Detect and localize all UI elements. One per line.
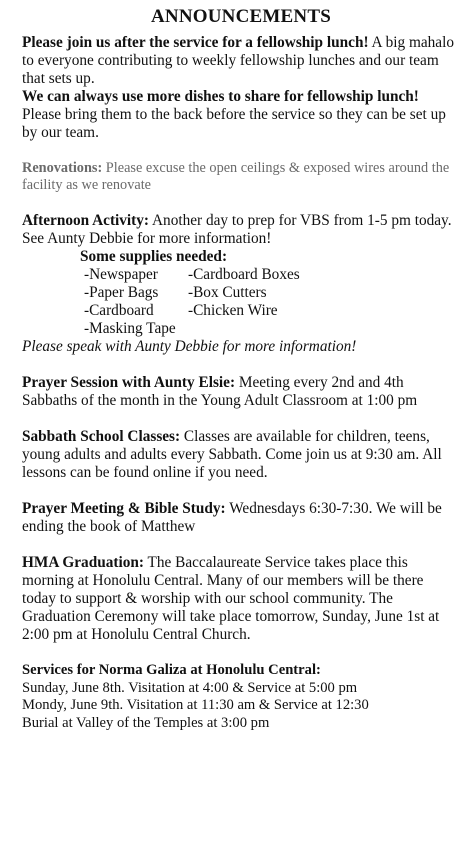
supply-item: -Paper Bags (84, 284, 159, 301)
supply-item: -Cardboard (84, 302, 154, 319)
renovations-paragraph (22, 160, 460, 194)
supply-item: -Chicken Wire (188, 302, 278, 319)
afternoon-heading: Afternoon Activity: (22, 212, 150, 229)
prayer-meeting-paragraph (22, 500, 460, 536)
prayer-session-heading: Prayer Session with Aunty Elsie: (22, 374, 236, 391)
renovations-heading: Renovations: (22, 160, 103, 176)
supply-item: -Newspaper (84, 266, 158, 283)
supplies-list (80, 248, 460, 338)
page-title: ANNOUNCEMENTS (151, 6, 331, 27)
fellowship-paragraph (22, 34, 460, 88)
hma-paragraph (22, 554, 460, 644)
supply-item: -Cardboard Boxes (188, 266, 300, 283)
supplies-title: Some supplies needed: (80, 248, 228, 265)
afternoon-paragraph (22, 212, 460, 248)
services-line: Sunday, June 8th. Visitation at 4:00 & Service at 5:00 pm (22, 679, 358, 696)
dishes-text: Please bring them to the back before the service so they can be set up by our team. (22, 106, 446, 141)
hma-text: The Baccalaureate Service takes place this morning at Honolulu Central. Many of our members will be there today to support & worship with our school community. The Graduation Ceremony will take place tomorrow, Sunday, June 1st at 2:00 pm at Honolulu Central Church. (22, 554, 440, 643)
prayer-session-text: Meeting every 2nd and 4th Sabbaths of the month in the Young Adult Classroom at 1:00 pm (22, 374, 418, 409)
supply-item: -Box Cutters (188, 284, 267, 301)
prayer-meeting-heading: Prayer Meeting & Bible Study: (22, 500, 226, 517)
hma-heading: HMA Graduation: (22, 554, 144, 571)
fellowship-text: A big mahalo to everyone contributing to weekly fellowship lunches and our team that sets up. (22, 34, 454, 87)
afternoon-note: Please speak with Aunty Debbie for more information! (22, 338, 357, 355)
supply-item: -Masking Tape (84, 320, 176, 337)
services-heading: Services for Norma Galiza at Honolulu Central: (22, 662, 321, 678)
services-line: Mondy, June 9th. Visitation at 11:30 am & Service at 12:30 (22, 697, 369, 713)
dishes-paragraph (22, 88, 460, 142)
prayer-session-paragraph (22, 374, 460, 410)
fellowship-heading: Please join us after the service for a fellowship lunch! (22, 34, 369, 51)
supply-item (188, 320, 460, 338)
dishes-heading: We can always use more dishes to share for fellowship lunch! (22, 88, 419, 105)
renovations-text: Please excuse the open ceilings & exposed wires around the facility as we renovate (22, 160, 450, 193)
services-line: Burial at Valley of the Temples at 3:00 pm (22, 714, 270, 731)
sabbath-school-paragraph (22, 428, 460, 482)
sabbath-school-heading: Sabbath School Classes: (22, 428, 181, 445)
services-section (22, 662, 460, 732)
prayer-meeting-text: Wednesdays 6:30-7:30. We will be ending the book of Matthew (22, 500, 442, 535)
afternoon-text: Another day to prep for VBS from 1-5 pm today. See Aunty Debbie for more information! (22, 212, 452, 247)
sabbath-school-text: Classes are available for children, teens, young adults and adults every Sabbath. Come join us at 9:30 am. All lessons can be found online if you need. (22, 428, 442, 481)
